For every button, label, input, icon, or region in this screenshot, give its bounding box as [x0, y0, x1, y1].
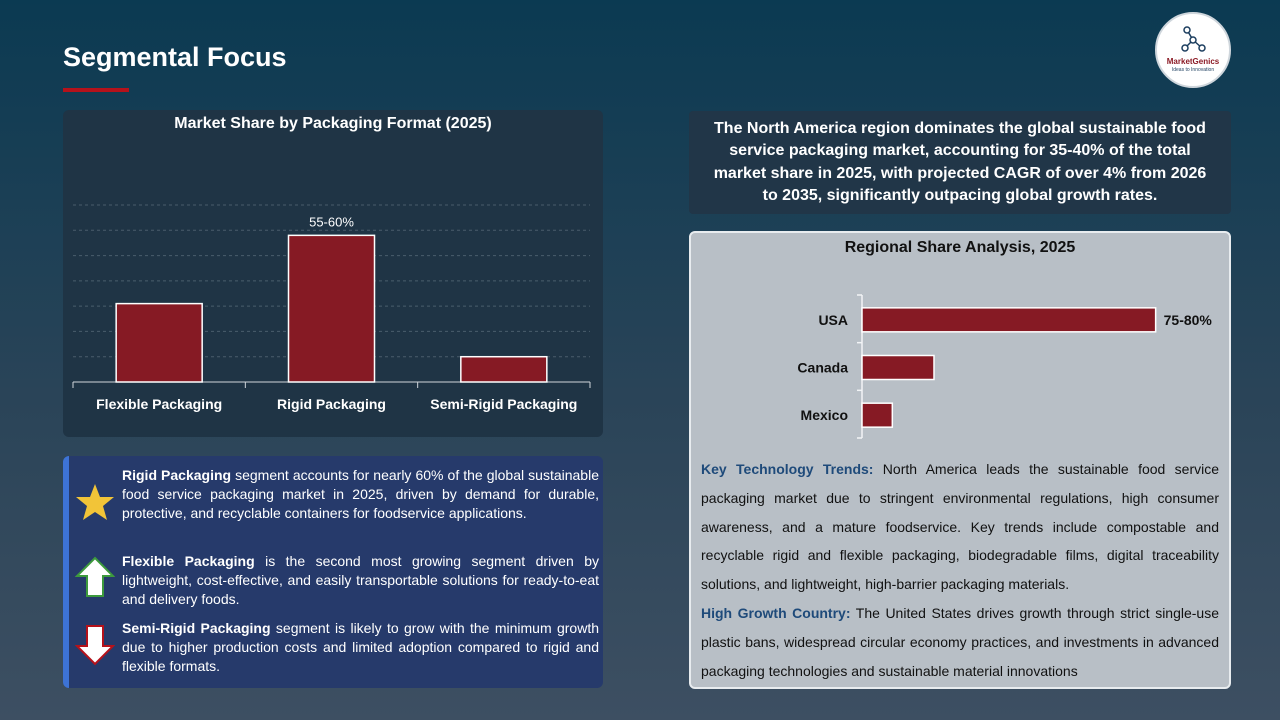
note-label: Key Technology Trends: [701, 461, 874, 477]
notes-block [701, 455, 1219, 685]
chart-title: Regional Share Analysis, 2025 [844, 239, 1076, 256]
company-logo [1155, 12, 1231, 88]
bar [116, 304, 202, 382]
tick-label: Flexible Packaging [96, 396, 223, 412]
star-icon [75, 482, 115, 527]
arrow-down-icon [75, 624, 115, 671]
bar [862, 403, 892, 427]
note-text: The United States drives growth through strict single-use plastic bans, widespread circular economy practices, and investments in advanced packaging technologies and sustainable material innovations [701, 604, 1220, 679]
data-label: 75-80% [1163, 311, 1212, 328]
segment-item-rigid [122, 466, 599, 523]
regional-bar-chart [691, 233, 1229, 448]
data-label: 55-60% [309, 214, 354, 230]
segment-name: Flexible Packaging [122, 553, 255, 569]
page-title: Segmental Focus [63, 42, 287, 72]
note-label: High Growth Country: [701, 604, 851, 621]
network-logo-icon [1181, 26, 1207, 54]
logo-tagline: Ideas to Innovation [1171, 67, 1215, 73]
region-summary [689, 111, 1231, 214]
segment-text: is the second most growing segment driven by lightweight, cost-effective, and easily transportable solutions for ready-to-eat and delivery foods. [122, 553, 599, 607]
note-text: North America leads the sustainable food service packaging market due to stringent environmental regulations, high consumer awareness, and a mature foodservice. Key trends include compostable and recyclable rigid and flexible packaging, biodegradable films, digital traceability solutions, and lightweight, high-barrier packaging materials. [701, 461, 1219, 593]
tick-label: Semi-Rigid Packaging [430, 396, 578, 412]
bar [461, 357, 547, 382]
segment-name: Semi-Rigid Packaging [122, 620, 271, 636]
packaging-bar-chart [63, 110, 603, 437]
arrow-up-icon [75, 556, 115, 603]
note-growth [701, 599, 1219, 685]
segment-text: segment is likely to grow with the minimum growth due to higher production costs and limited adoption compared to rigid and flexible formats. [122, 620, 599, 674]
segment-name: Rigid Packaging [122, 467, 232, 483]
bar [862, 308, 1156, 332]
tick-label: Mexico [800, 407, 848, 424]
tick-label: Rigid Packaging [277, 396, 386, 412]
regional-panel [689, 231, 1231, 689]
title-underline [63, 88, 129, 92]
chart-title: Market Share by Packaging Format (2025) [174, 115, 492, 132]
tick-label: Canada [797, 359, 848, 376]
bar [862, 356, 934, 380]
bar [289, 235, 375, 382]
packaging-chart-panel [63, 110, 603, 437]
summary-text: The North America region dominates the global sustainable food service packaging market, accounting for 35-40% of the total market share in 2025, with projected CAGR of over 4% from 2026 to 2035, significantly outpacing global growth rates. [713, 119, 1207, 204]
segment-panel [63, 456, 603, 688]
segment-item-flexible [122, 552, 599, 609]
segment-text: segment accounts for nearly 60% of the global sustainable food service packaging market in 2025, driven by demand for durable, protective, and recyclable containers for foodservice applications. [122, 467, 599, 521]
logo-brand: MarketGenics [1166, 57, 1220, 66]
segment-item-semi-rigid [122, 619, 599, 676]
tick-label: USA [818, 311, 848, 328]
note-technology [701, 455, 1219, 599]
